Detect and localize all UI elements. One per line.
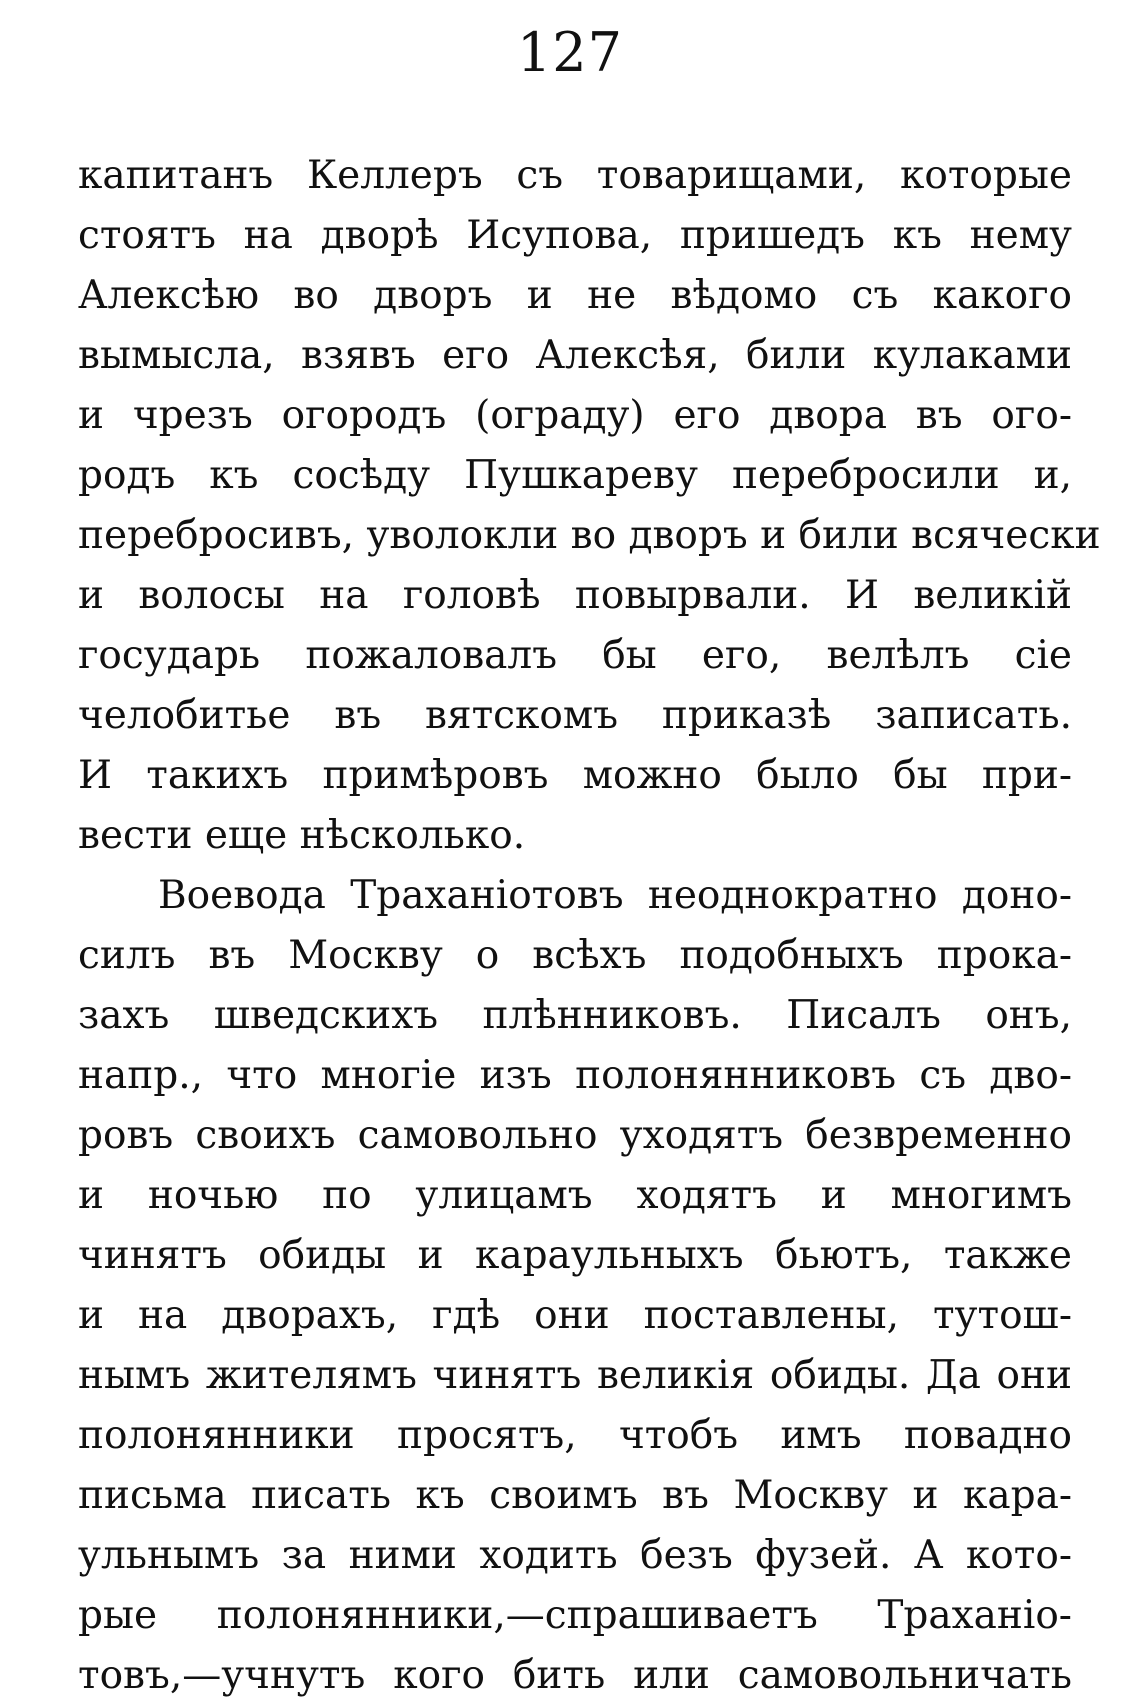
text-line: Алексѣю во дворъ и не вѣдомо съ какого	[78, 273, 1072, 318]
text-line: и ночью по улицамъ ходятъ и многимъ	[78, 1173, 1072, 1218]
paragraph-1	[78, 146, 1101, 866]
text-line: и волосы на головѣ повырвали. И великій	[78, 573, 1072, 618]
text-line: и на дворахъ, гдѣ они поставлены, тутош-	[78, 1293, 1072, 1338]
text-line: рые полонянники,—спрашиваетъ Траханіо-	[78, 1593, 1072, 1638]
text-line: и чрезъ огородъ (ограду) его двора въ ого-	[78, 393, 1072, 438]
text-line: Воевода Траханіотовъ неоднократно доно-	[158, 873, 1072, 918]
text-line: письма писать къ своимъ въ Москву и кара-	[78, 1473, 1072, 1518]
text-line: полонянники просятъ, чтобъ имъ повадно	[78, 1413, 1072, 1458]
text-line: вести еще нѣсколько.	[78, 813, 526, 858]
text-line: капитанъ Келлеръ съ товарищами, которые	[78, 153, 1072, 198]
text-line: ровъ своихъ самовольно уходятъ безвременно	[78, 1113, 1072, 1158]
text-line: И такихъ примѣровъ можно было бы при-	[78, 753, 1072, 798]
text-line: чинятъ обиды и караульныхъ бьютъ, также	[78, 1233, 1072, 1278]
text-line: ульнымъ за ними ходить безъ фузей. А кото-	[78, 1533, 1072, 1578]
text-line: родъ къ сосѣду Пушкареву перебросили и,	[78, 453, 1072, 498]
page-number: 127	[516, 21, 624, 84]
text-line: государь пожаловалъ бы его, велѣлъ сіе	[78, 633, 1072, 678]
text-line: перебросивъ, уволокли во дворъ и били всячески	[78, 513, 1101, 558]
paragraph-2	[78, 866, 1072, 1706]
text-line: силъ въ Москву о всѣхъ подобныхъ прока-	[78, 933, 1072, 978]
text-line: нымъ жителямъ чинятъ великія обиды. Да они	[78, 1353, 1072, 1398]
text-line: захъ шведскихъ плѣнниковъ. Писалъ онъ,	[78, 993, 1072, 1038]
text-line: вымысла, взявъ его Алексѣя, били кулаками	[78, 333, 1072, 378]
body-text	[78, 146, 1101, 1706]
text-line: стоятъ на дворѣ Исупова, пришедъ къ нему	[78, 213, 1072, 258]
text-line: напр., что многіе изъ полонянниковъ съ дво-	[78, 1053, 1072, 1098]
text-line: челобитье въ вятскомъ приказѣ записать.	[78, 693, 1072, 738]
text-line: товъ,—учнутъ кого бить или самовольничать	[78, 1653, 1072, 1698]
